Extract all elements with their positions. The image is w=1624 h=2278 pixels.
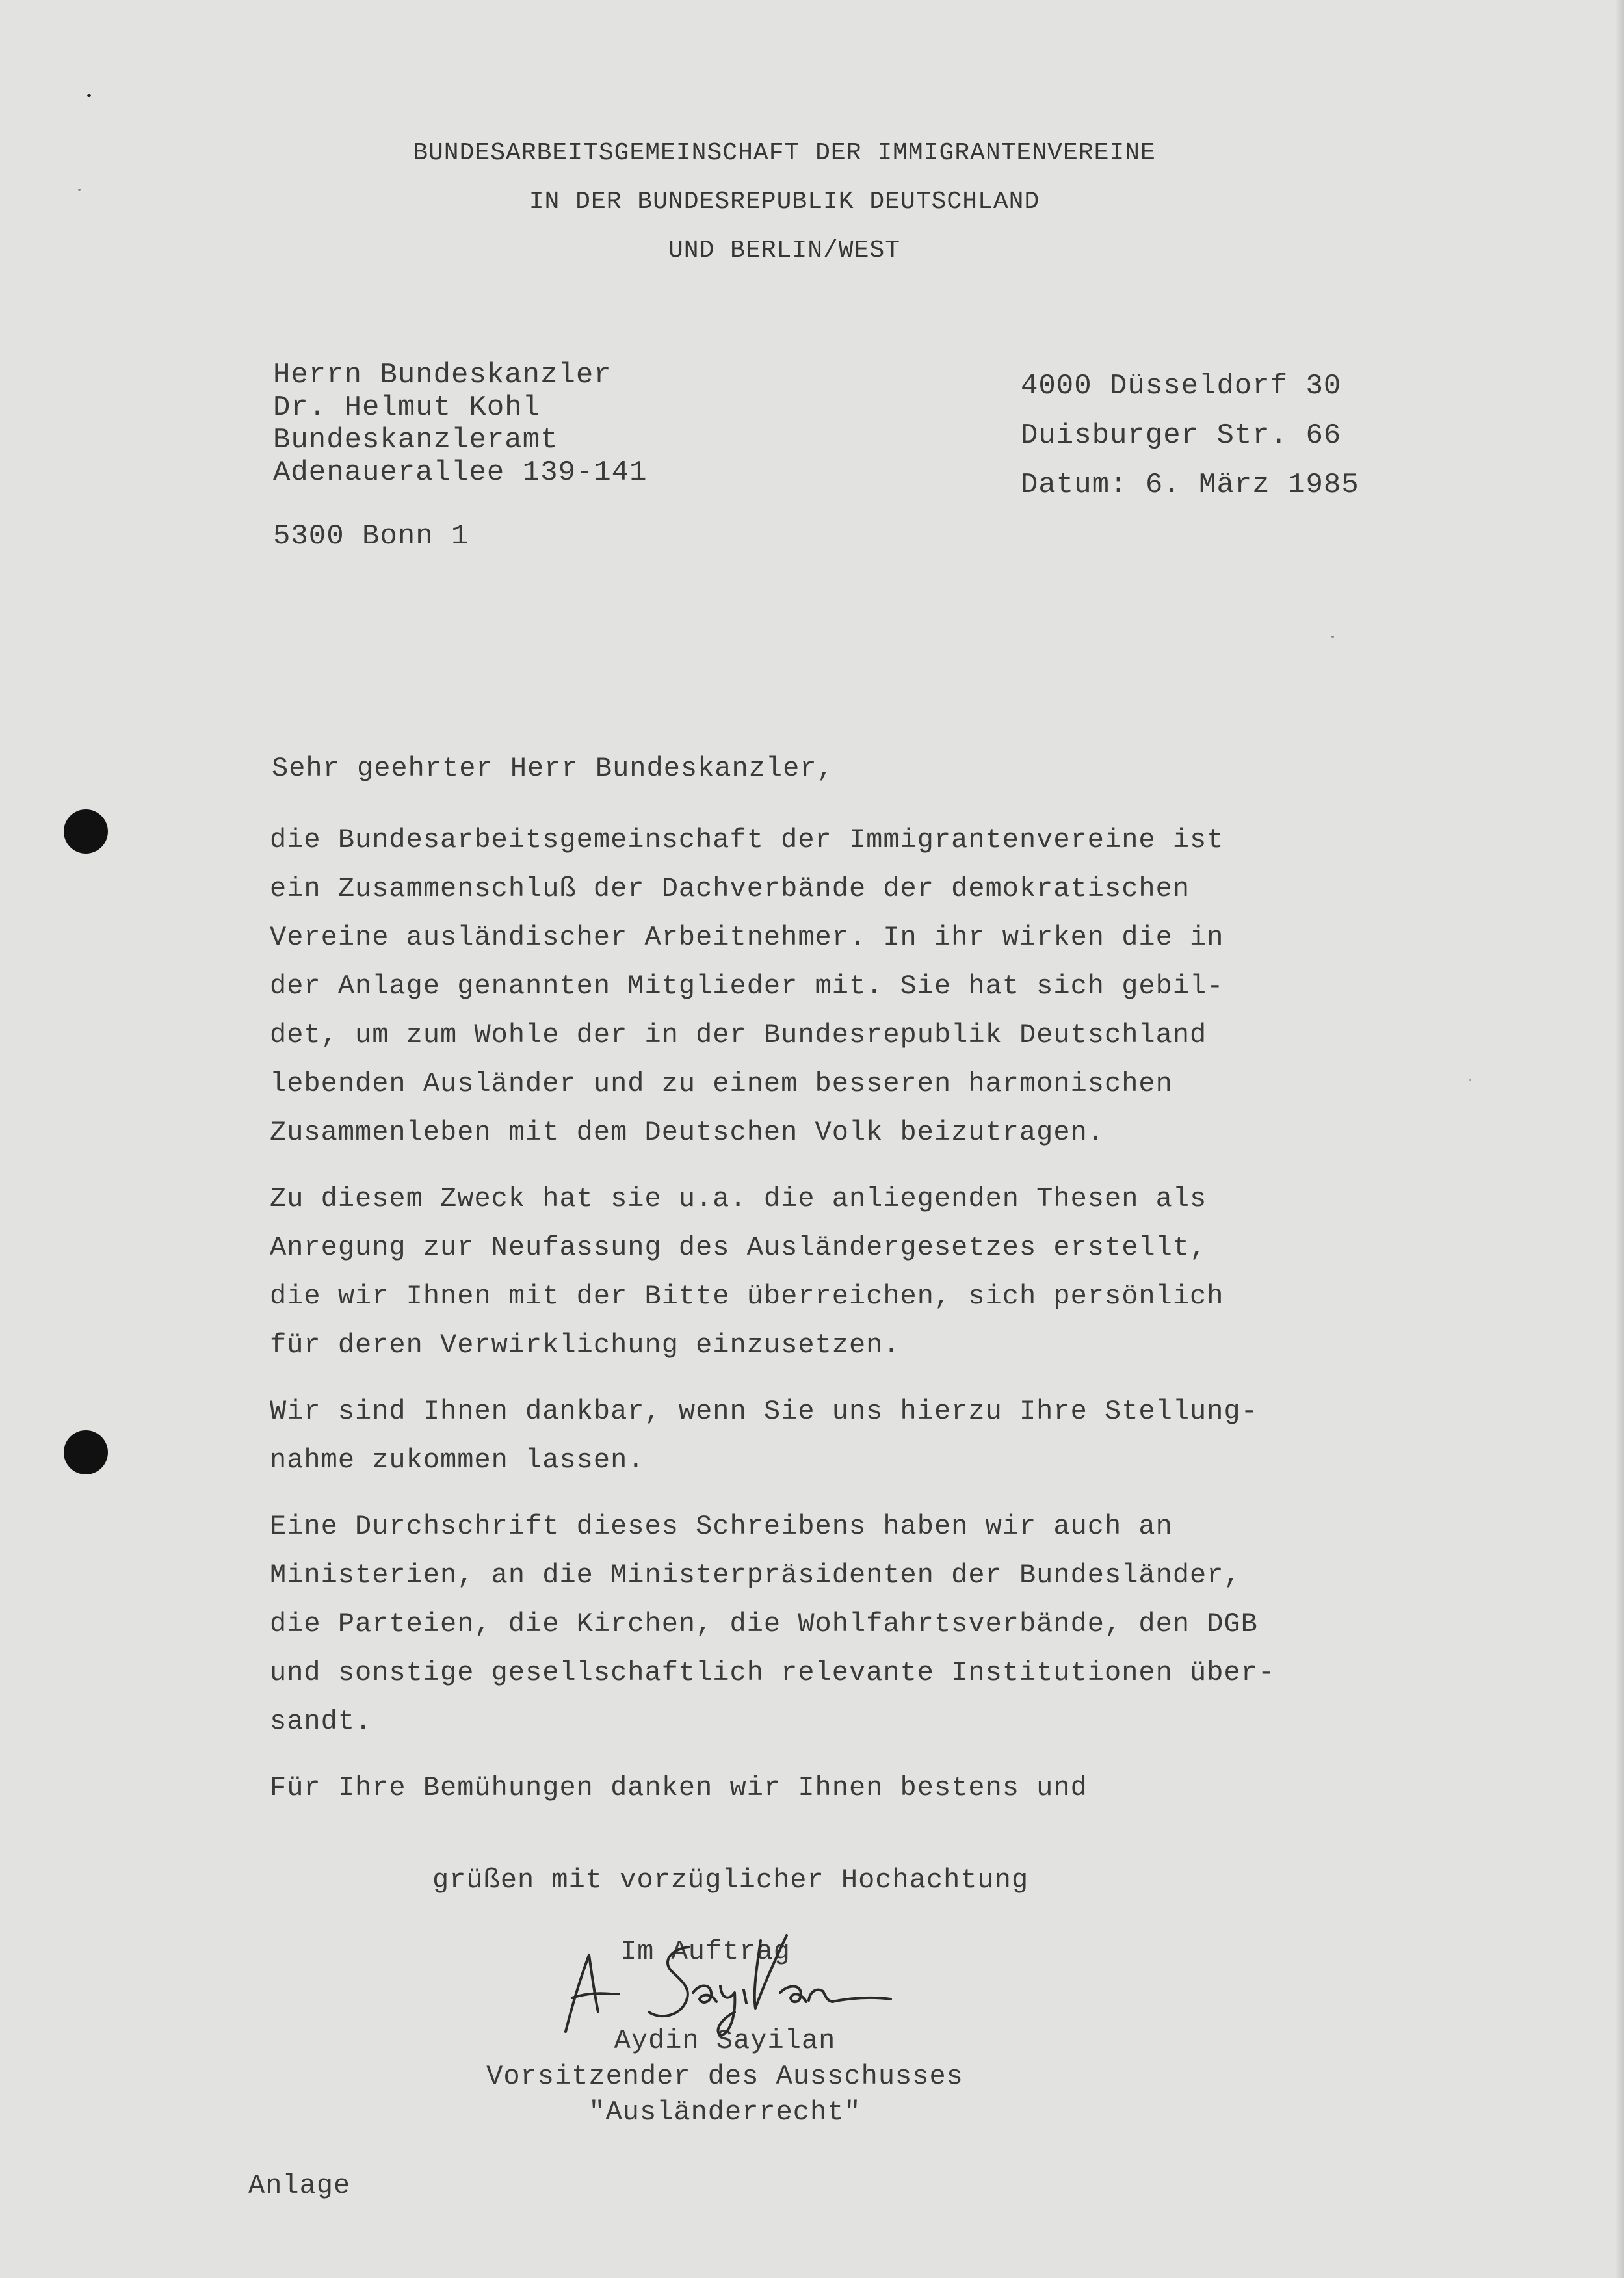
body-line: die Parteien, die Kirchen, die Wohlfahrtsverbände, den DGB [270, 1608, 1258, 1640]
complimentary-close: grüßen mit vorzüglicher Hochachtung [432, 1865, 1029, 1896]
punch-hole-top [64, 809, 108, 854]
body-line: Wir sind Ihnen dankbar, wenn Sie uns hierzu Ihre Stellung- [270, 1396, 1258, 1427]
body-line: Zusammenleben mit dem Deutschen Volk beizutragen. [270, 1117, 1105, 1148]
body-paragraph-5 [270, 1764, 1505, 1813]
letterhead-line-1: BUNDESARBEITSGEMEINSCHAFT DER IMMIGRANTENVEREINE [413, 139, 1156, 167]
body-line: ein Zusammenschluß der Dachverbände der demokratischen [270, 873, 1190, 904]
page-edge-shadow [1615, 0, 1624, 2278]
recipient-city: 5300 Bonn 1 [273, 520, 469, 553]
signatory-name: Aydin Sayilan [614, 2025, 836, 2056]
letter-body [270, 816, 1505, 1830]
body-paragraph-1 [270, 816, 1505, 1157]
body-line: Eine Durchschrift dieses Schreibens haben wir auch an [270, 1511, 1173, 1542]
sender-address [1021, 361, 1359, 510]
body-line: für deren Verwirklichung einzusetzen. [270, 1329, 900, 1361]
body-line: und sonstige gesellschaftlich relevante Institutionen über- [270, 1657, 1276, 1688]
body-line: Ministerien, an die Ministerpräsidenten der Bundesländer, [270, 1560, 1241, 1591]
body-paragraph-4 [270, 1502, 1505, 1746]
on-behalf-label: Im Auftrag [620, 1936, 791, 1967]
letterhead-line-3: UND BERLIN/WEST [668, 237, 901, 265]
body-line: der Anlage genannten Mitglieder mit. Sie hat sich gebil- [270, 971, 1224, 1002]
letterhead [0, 129, 1624, 275]
body-line: die Bundesarbeitsgemeinschaft der Immigrantenvereine ist [270, 824, 1224, 856]
signatory-title: Vorsitzender des Ausschusses [486, 2061, 963, 2092]
body-line: Für Ihre Bemühungen danken wir Ihnen bestens und [270, 1772, 1088, 1803]
sender-street: Duisburger Str. 66 [1021, 419, 1342, 452]
salutation: Sehr geehrter Herr Bundeskanzler, [272, 753, 834, 784]
recipient-line-3: Bundeskanzleramt [273, 424, 558, 456]
paper-speck [1331, 636, 1334, 638]
recipient-line-4: Adenauerallee 139-141 [273, 456, 648, 489]
body-line: Zu diesem Zweck hat sie u.a. die anliegenden Thesen als [270, 1183, 1207, 1214]
punch-hole-bottom [64, 1430, 108, 1474]
handwritten-signature [546, 1921, 949, 2038]
body-paragraph-3 [270, 1387, 1505, 1485]
body-line: det, um zum Wohle der in der Bundesrepublik Deutschland [270, 1019, 1207, 1051]
body-line: Anregung zur Neufassung des Ausländergesetzes erstellt, [270, 1232, 1207, 1263]
recipient-line-1: Herrn Bundeskanzler [273, 359, 612, 391]
sender-city: 4000 Düsseldorf 30 [1021, 370, 1342, 402]
letterhead-line-2: IN DER BUNDESREPUBLIK DEUTSCHLAND [529, 188, 1040, 216]
letter-date: Datum: 6. März 1985 [1021, 469, 1359, 501]
committee-name: "Ausländerrecht" [588, 2097, 861, 2128]
body-line: sandt. [270, 1706, 373, 1737]
body-paragraph-2 [270, 1175, 1505, 1370]
recipient-address [273, 359, 648, 553]
body-line: Vereine ausländischer Arbeitnehmer. In ihr wirken die in [270, 922, 1224, 953]
paper-speck [87, 94, 91, 97]
body-line: die wir Ihnen mit der Bitte überreichen, sich persönlich [270, 1281, 1224, 1312]
recipient-line-2: Dr. Helmut Kohl [273, 391, 541, 424]
body-line: lebenden Ausländer und zu einem besseren harmonischen [270, 1068, 1173, 1099]
enclosure-note: Anlage [248, 2170, 351, 2201]
body-line: nahme zukommen lassen. [270, 1445, 645, 1476]
